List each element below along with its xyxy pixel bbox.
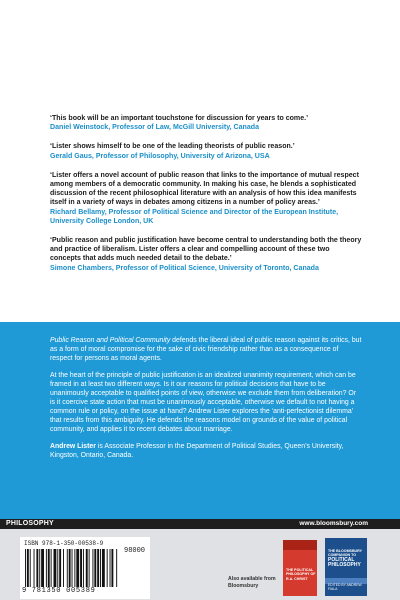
barcode-bar xyxy=(34,549,35,587)
barcode-image xyxy=(24,549,146,587)
endorsement xyxy=(50,114,362,132)
barcode-bar xyxy=(48,549,50,587)
book-cover-band xyxy=(283,540,317,550)
description-section xyxy=(0,322,400,522)
barcode-bar xyxy=(25,549,26,587)
barcode-digits: 9 781350 005389 xyxy=(22,587,96,595)
author-name: Andrew Lister xyxy=(50,443,96,450)
barcode-bar xyxy=(30,549,31,587)
author-bio xyxy=(50,442,362,460)
barcode-bar xyxy=(86,549,88,587)
description-paragraph xyxy=(50,336,362,363)
barcode-bar xyxy=(74,549,75,587)
description-paragraph: At the heart of the principle of public justification is an idealized unanimity requirement, which can be framed in at least two different ways. Is it our reasons for political decisions that have to be unanimously acceptable to qualified points of view, otherwise we exclude them from deliberation? Or is it coercive state action that must be unanimously acceptable, otherwise we default to not having a common rule or policy, on the issue at hand? Andrew Lister explores the ‘anti-perfectionist dilemma’ that results from this ambiguity. He defends the reasons model on grounds of the value of political community, and applies it to recent debates about marriage. xyxy=(50,372,357,433)
barcode-bar xyxy=(80,549,82,587)
barcode-bar xyxy=(54,549,57,587)
barcode-bar xyxy=(97,549,99,587)
barcode-bar xyxy=(39,549,40,587)
barcode-bar xyxy=(116,549,117,587)
barcode-bar xyxy=(36,549,38,587)
barcode-bar xyxy=(72,549,73,587)
barcode-bar xyxy=(107,549,108,587)
isbn-text: ISBN 978-1-350-00538-9 xyxy=(24,540,104,547)
endorsement-attribution: Gerald Gaus, Professor of Philosophy, University of Arizona, USA xyxy=(50,152,270,160)
price-code: 98000 xyxy=(124,547,146,555)
barcode-bar xyxy=(111,549,113,587)
endorsement-attribution: Richard Bellamy, Professor of Political Science and Director of the European Institute, University College London, UK xyxy=(50,208,339,225)
bottom-panel xyxy=(0,529,400,600)
barcode-bar xyxy=(51,549,52,587)
related-book-title xyxy=(328,549,367,569)
barcode-bar xyxy=(100,549,101,587)
related-book-title: THE POLITICAL PHILOSOPHY OF R.A. CHRIST xyxy=(286,568,316,581)
barcode-bar xyxy=(76,549,79,587)
author-bio-text: is Associate Professor in the Department of Political Studies, Queen’s University, Kingston, Ontario, Canada. xyxy=(50,443,344,459)
barcode-bar xyxy=(67,549,68,587)
barcode-bar xyxy=(69,549,71,587)
barcode-bar xyxy=(94,549,96,587)
barcode-bar xyxy=(110,549,111,587)
endorsement-attribution: Simone Chambers, Professor of Political Science, University of Toronto, Canada xyxy=(50,264,319,272)
barcode-bar xyxy=(46,549,47,587)
publisher-website: www.bloomsbury.com xyxy=(299,520,368,527)
category-strip xyxy=(0,519,400,529)
barcode-bar xyxy=(63,549,64,587)
barcode-bar xyxy=(92,549,93,587)
barcode-bar xyxy=(57,549,58,587)
endorsement-attribution: Daniel Weinstock, Professor of Law, McGill University, Canada xyxy=(50,124,259,132)
barcode-bar xyxy=(59,549,61,587)
related-book-editor: EDITED BY ANDREW FIALA xyxy=(328,583,362,591)
related-book-cover xyxy=(283,540,317,596)
endorsement-quote: ‘This book will be an important touchstone for discussion for years to come.’ xyxy=(50,115,309,122)
related-book-title-small: THE BLOOMSBURY COMPANION TO xyxy=(328,549,362,558)
category-label: PHILOSOPHY xyxy=(6,520,54,527)
barcode-panel xyxy=(20,537,150,599)
endorsement xyxy=(50,142,362,160)
barcode-bar xyxy=(83,549,84,587)
related-book-title-main: POLITICAL PHILOSOPHY xyxy=(328,556,361,569)
also-available-label: Also available from Bloomsbury xyxy=(228,576,276,589)
endorsement xyxy=(50,171,362,226)
barcode-bar xyxy=(27,549,29,587)
endorsement-quote: ‘Public reason and public justification have become central to understanding both the theory and practice of liberalism. Lister offers a clear and compelling account of these two concepts that adds much needed detail to the debate.’ xyxy=(50,237,362,263)
related-book-cover xyxy=(325,538,367,596)
description-text: defends the liberal ideal of public reason against its critics, but as a form of moral compromise for the sake of civic friendship rather than as a consequence of respect for persons as moral agents. xyxy=(50,337,362,362)
barcode-bar xyxy=(102,549,105,587)
barcode-bar xyxy=(89,549,90,587)
endorsement-quote: ‘Lister shows himself to be one of the leading theorists of public reason.’ xyxy=(50,143,295,151)
book-title-italic: Public Reason and Political Community xyxy=(50,337,171,344)
endorsement-quote: ‘Lister offers a novel account of public reason that links to the importance of mutual respect among members of a democratic community. In making his case, he blends a sophisticated discussion of the recent philosophical literature with an analysis of how this idea manifests itself in a variety of ways in debates among citizens in a number of policy areas.’ xyxy=(50,171,359,207)
barcode-bar xyxy=(41,549,44,587)
endorsement xyxy=(50,236,362,273)
